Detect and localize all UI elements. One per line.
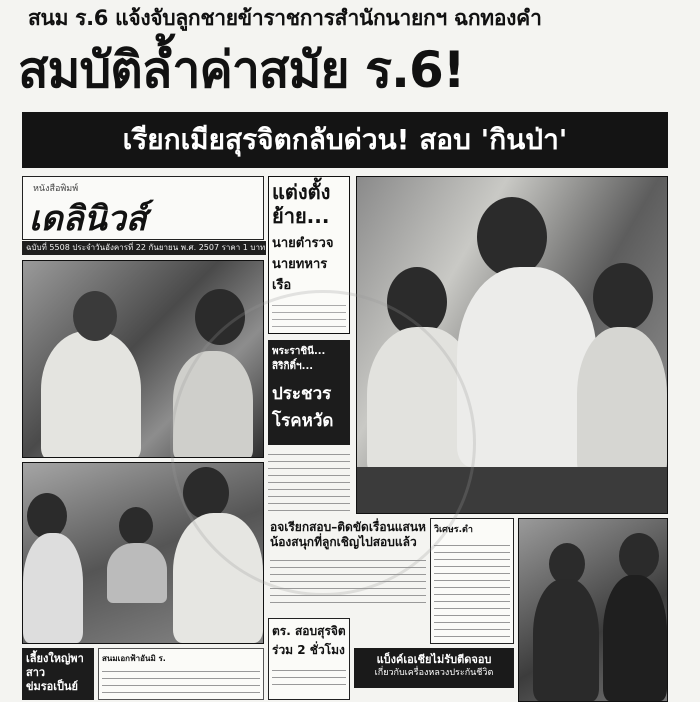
masthead-name: เดลินิวส์ [29,199,147,239]
appointment-word-1: แต่งตั้ง [272,180,331,204]
issue-line: ฉบับที่ 5508 ประจำวันอังคารที่ 22 กันยายน พ.ศ. 2507 ราคา 1 บาท [22,241,266,255]
police-headline-2: ร่วม 2 ชั่วโมง [272,643,345,657]
queen-line-2: สิริกิติ์ฯ... [272,361,314,372]
bank-subheadline: เกี่ยวกับเครื่องหลวงประกันชีวิต [374,668,494,678]
queen-word-1: ประชวร [272,384,332,404]
bottom-middle-headline: สนมเอกฟ้าอันมิ ร. [102,654,166,663]
appointment-line-1: นายตำรวจ [272,236,334,251]
bottom-left-story-box [22,648,94,700]
bottom-left-headline-2: ข่มรอเป็นย์ [26,680,78,693]
right-block-label: วิเศษร.ตำ [434,525,473,535]
body-text-lines [272,664,346,688]
police-headline: ตร. สอบสุรจิต [272,624,346,638]
queen-word-2: โรคหวัด [272,411,334,431]
photo-bottom-right [518,518,668,702]
body-text-lines [434,539,510,639]
black-banner-headline: เรียกเมียสุรจิตกลับด่วน! สอบ 'กินป่า' [22,112,668,168]
bank-headline-bar [354,648,514,688]
bottom-middle-story [98,648,264,700]
police-story [268,618,350,700]
appointment-line-2: นายทหารเรือ [272,257,328,293]
masthead-subtitle: หนังสือพิมพ์ [33,184,79,194]
library-seal-watermark [170,290,476,596]
queen-line-1: พระราชินี... [272,346,326,357]
lower-story-headline: อจเรียกสอบ–ติดขัดเรื่อนแสนห [270,520,426,534]
masthead [22,176,264,240]
appointment-word-2: ย้าย... [272,204,330,228]
bank-headline: แบ็งค์เอเชียไม่รับตีดจอบ [376,653,492,666]
main-headline: สมบัติล้ำค่าสมัย ร.6! [18,41,465,99]
kicker-headline: สนม ร.6 แจ้งจับลูกชายข้าราชการสำนักนายกฯ ฉกทองคำ [28,6,542,30]
bottom-left-headline: เลี้ยงใหญ่พาสาว [26,652,84,679]
lower-story-headline-2: น้องสนุกที่ลูกเชิญไปสอบแล้ว [270,535,417,549]
body-text-lines [102,665,260,695]
